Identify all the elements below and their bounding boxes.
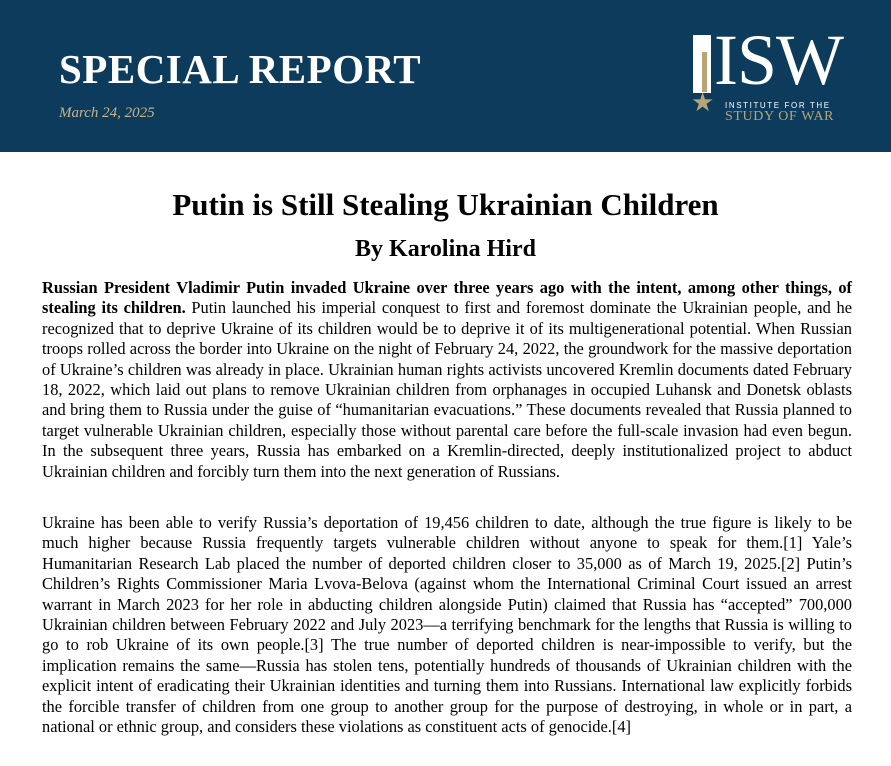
report-date: March 24, 2025 bbox=[59, 105, 155, 121]
banner-title: SPECIAL REPORT bbox=[59, 46, 422, 92]
logo-letters: ISW bbox=[714, 20, 843, 100]
article-title: Putin is Still Stealing Ukrainian Children bbox=[172, 187, 719, 222]
paragraph-1-body: Putin launched his imperial conquest to first and foremost dominate the Ukrainian people, and he recognized that to deprive Ukraine of its children would be to deprive it of its multigenerational potential. When Russian troops rolled across the border into Ukraine on the night of February 24, 2022, the groundwork for the massive deportation of Ukraine’s children was already in place. Ukrainian human rights activists uncovered Kremlin documents dated February 18, 2022, which laid out plans to remove Ukrainian children from orphanages in occupied Luhansk and Donetsk oblasts and bring them to Russia under the guise of “humanitarian evacuations.” These documents revealed that Russia planned to target vulnerable Ukrainian children, especially those without parental care before the full-scale invasion had even begun. In the subsequent three years, Russia has embarked on a Kremlin-directed, deeply institutionalized project to abduct Ukrainian children and forcibly turn them into the next generation of Russians. bbox=[42, 298, 852, 481]
paragraph-1 bbox=[42, 278, 852, 482]
paragraph-1-lead: Russian President Vladimir Putin invaded Ukraine over three years ago with the intent, among other things, of stealing its children. bbox=[42, 278, 852, 318]
report-banner bbox=[0, 0, 891, 152]
isw-logo bbox=[690, 20, 865, 125]
logo-pillar-icon bbox=[693, 35, 711, 93]
paragraph-2: Ukraine has been able to verify Russia’s deportation of 19,456 children to date, although the true figure is likely to be much higher because Russia frequently targets vulnerable children without anyone to speak for them.[1] Yale’s Humanitarian Research Lab placed the number of deported children closer to 35,000 as of March 19, 2025.[2] Putin’s Children’s Rights Commissioner Maria Lvova-Belova (against whom the International Criminal Court issued an arrest warrant in March 2023 for her role in abducting children alongside Putin) claimed that Russia has “accepted” 700,000 Ukrainian children between February 2022 and July 2023—a terrifying benchmark for the lengths that Russia is willing to go to rob Ukraine of its own people.[3] The true number of deported children is near-impossible to verify, but the implication remains the same—Russia has stolen tens, potentially hundreds of thousands of Ukrainian children with the explicit intent of eradicating their Ukrainian identities and turning them into Russians. International law explicitly forbids the forcible transfer of children from one group to another group for the purpose of destroying, in whole or in part, a national or ethnic group, and considers these violations as constituent acts of genocide.[4] bbox=[42, 513, 852, 737]
article-byline: By Karolina Hird bbox=[355, 236, 536, 262]
logo-tagline-top: INSTITUTE FOR THE bbox=[725, 101, 831, 110]
logo-tagline-bottom: STUDY OF WAR bbox=[725, 109, 835, 124]
star-icon: ★ bbox=[691, 88, 715, 118]
